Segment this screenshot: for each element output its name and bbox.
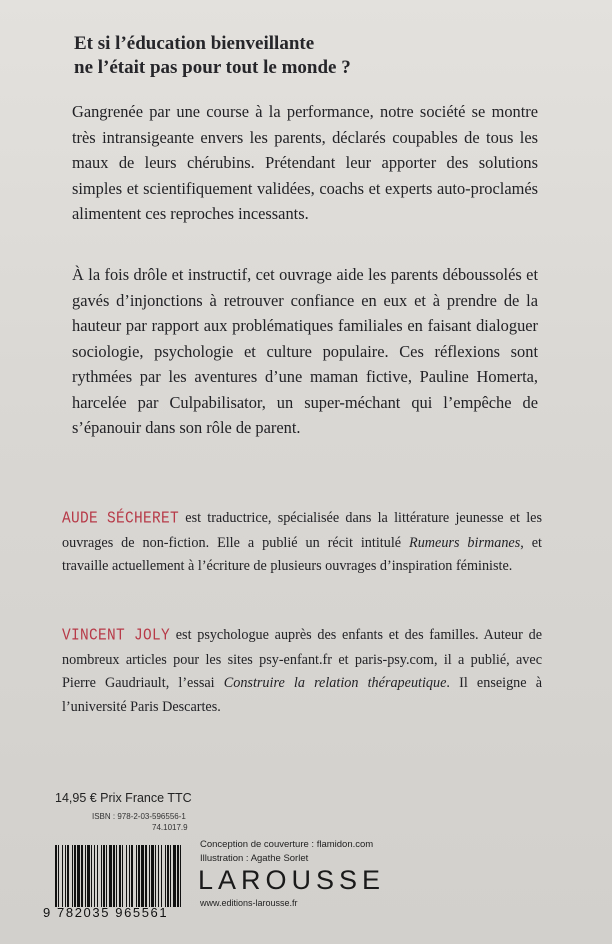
cover-credit: Conception de couverture : flamidon.com [200,839,374,850]
author-name-1: AUDE SÉCHERET [62,509,180,528]
credits [200,838,373,866]
headline-line-1: Et si l’éducation bienveillante [74,33,315,54]
author-bio-1-text-b: , et travaille actuellement à l’écriture de plusieurs ouvrages d’inspiration féministe. [62,534,542,575]
isbn-number: ISBN : 978-2-03-596556-1 [92,812,186,821]
headline-line-2: ne l’était pas pour tout le monde ? [74,57,351,78]
author-bio-2-title: Construire la relation thérapeutique [223,675,447,692]
author-bio-2-text-a: est psychologue auprès des enfants et des familles. Auteur de nombreux articles pour les sites psy-enfant.fr et paris-psy.com, il a publié, avec Pierre Gaudriault, l’essai [62,627,542,692]
publisher-logo: LAROUSSE [198,865,386,895]
author-bio-1-text-a: est traductrice, spécialisée dans la littérature jeunesse et les ouvrages de non-fiction. Elle a publié un récit intitulé [62,510,542,551]
author-bio-1 [62,507,542,579]
blurb-paragraph-1: Gangrenée par une course à la performance, notre société se montre très intransigeante envers les parents, déclarés coupables de tous les maux de leurs chérubins. Prétendant leur apporter des solutions simples et scientifiquement validées, coachs et experts auto-proclamés alimentent ces reproches incessants. [72,102,538,223]
internal-code: 74.1017.9 [152,823,188,832]
author-bio-2 [62,624,542,719]
blurb-paragraph-2: À la fois drôle et instructif, cet ouvrage aide les parents déboussolés et gavés d’injonctions à retrouver confiance en eux et à prendre de la hauteur par rapport aux problématiques familiales en faisant dialoguer sociologie, psychologie et culture populaire. Ces réflexions sont rythmées par les aventures d’une maman fictive, Pauline Homerta, harcelée par Culpabilisator, un super-méchant qui l’empêche de s’épanouir dans son rôle de parent. [72,265,538,437]
author-name-2: VINCENT JOLY [62,626,171,645]
illustration-credit: Illustration : Agathe Sorlet [200,853,309,864]
barcode-number: 9 782035 965561 [43,905,169,920]
isbn-block [92,811,188,833]
author-bio-2-text-b: . Il enseigne à l’université Paris Descartes. [62,675,542,715]
publisher-website: www.editions-larousse.fr [200,898,298,908]
barcode-icon [54,845,184,907]
cover-headline [74,32,544,80]
price-label: 14,95 € Prix France TTC [55,791,192,805]
author-bio-1-title: Rumeurs birmanes [409,534,521,551]
